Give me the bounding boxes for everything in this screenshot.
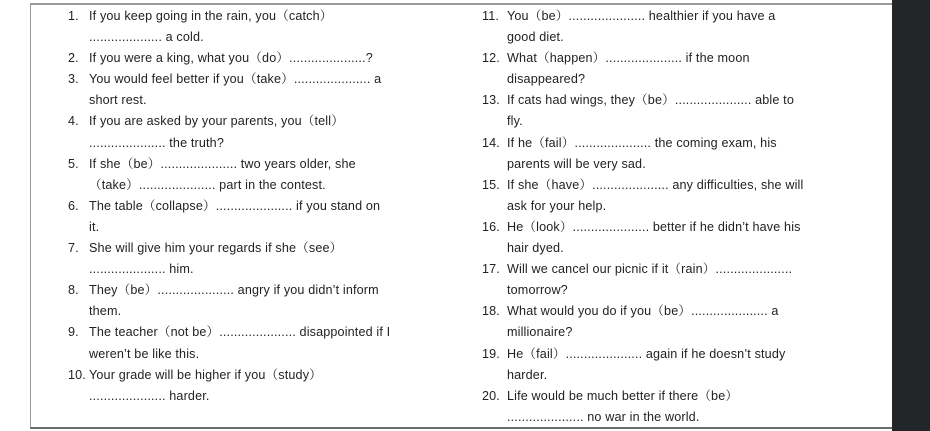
question-16 <box>482 217 886 238</box>
question-number: 12. <box>482 51 500 66</box>
question-number: 6. <box>68 198 79 213</box>
top-rule <box>30 3 892 5</box>
question-number: 3. <box>68 72 79 87</box>
question-continuation: disappeared? <box>507 72 586 87</box>
question-text: If he（fail）..................... the coming exam, his <box>507 135 777 150</box>
question-text: They（be）..................... angry if you didn’t inform <box>89 283 379 298</box>
question-19 <box>482 344 886 365</box>
question-number: 7. <box>68 241 79 256</box>
exercise-sheet <box>30 0 892 431</box>
question-text: She will give him your regards if she（see） <box>89 241 343 256</box>
question-number: 15. <box>482 177 500 192</box>
question-number: 5. <box>68 156 79 171</box>
question-10 <box>68 365 468 386</box>
bottom-rule <box>30 427 892 429</box>
question-14 <box>482 133 886 154</box>
question-number: 19. <box>482 346 500 361</box>
question-8 <box>68 280 468 301</box>
question-text: You would feel better if you（take）..................... a <box>89 72 382 87</box>
left-rule <box>30 3 31 429</box>
question-text: The teacher（not be）..................... disappointed if I <box>89 325 391 340</box>
left-column <box>68 6 468 407</box>
question-number: 2. <box>68 51 79 66</box>
question-3 <box>68 69 468 90</box>
question-text: If you were a king, what you（do）.....................? <box>89 51 373 66</box>
question-7 <box>68 238 468 259</box>
question-20 <box>482 386 886 407</box>
question-continuation: parents will be very sad. <box>507 156 646 171</box>
question-number: 11. <box>482 9 500 23</box>
question-number: 1. <box>68 9 79 23</box>
question-text: What（happen）..................... if the moon <box>507 51 750 66</box>
question-number: 13. <box>482 93 500 108</box>
question-text: If you are asked by your parents, you（tell） <box>89 114 344 129</box>
question-continuation: fly. <box>507 114 523 129</box>
question-12 <box>482 48 886 69</box>
question-number: 9. <box>68 325 79 340</box>
question-text: He（look）..................... better if he didn’t have his <box>507 219 801 234</box>
question-5 <box>68 154 468 175</box>
question-continuation: （take）..................... part in the contest. <box>89 177 326 192</box>
question-continuation: it. <box>89 219 100 234</box>
question-15 <box>482 175 886 196</box>
question-text: He（fail）..................... again if he doesn’t study <box>507 346 786 361</box>
question-continuation: millionaire? <box>507 325 573 340</box>
question-text: Will we cancel our picnic if it（rain）..................... <box>507 262 793 277</box>
question-6 <box>68 196 468 217</box>
question-number: 14. <box>482 135 500 150</box>
question-4 <box>68 111 468 132</box>
question-13 <box>482 90 886 111</box>
question-number: 18. <box>482 304 500 319</box>
question-2 <box>68 48 468 69</box>
question-text: Life would be much better if there（be） <box>507 388 739 403</box>
question-11 <box>482 6 886 27</box>
question-continuation: ..................... the truth? <box>89 135 224 150</box>
question-text: Your grade will be higher if you（study） <box>89 367 322 382</box>
question-continuation: tomorrow? <box>507 283 568 298</box>
question-text: If you keep going in the rain, you（catch） <box>89 9 333 23</box>
question-continuation: ..................... him. <box>89 262 194 277</box>
question-continuation: hair dyed. <box>507 241 564 256</box>
question-number: 10. <box>68 367 86 382</box>
question-continuation: ask for your help. <box>507 198 607 213</box>
question-continuation: weren’t be like this. <box>89 346 200 361</box>
question-number: 20. <box>482 388 500 403</box>
question-1 <box>68 6 468 27</box>
question-continuation: .................... a cold. <box>89 30 204 45</box>
question-9 <box>68 322 468 343</box>
question-text: What would you do if you（be）..................... a <box>507 304 779 319</box>
question-continuation: ..................... no war in the world. <box>507 409 700 424</box>
question-text: If cats had wings, they（be）..................... able to <box>507 93 794 108</box>
question-18 <box>482 301 886 322</box>
question-continuation: harder. <box>507 367 548 382</box>
question-text: If she（be）..................... two years older, she <box>89 156 356 171</box>
question-continuation: them. <box>89 304 122 319</box>
question-17 <box>482 259 886 280</box>
question-number: 17. <box>482 262 500 277</box>
dark-screen-edge <box>892 0 930 431</box>
question-number: 4. <box>68 114 79 129</box>
question-continuation: good diet. <box>507 30 564 45</box>
question-continuation: short rest. <box>89 93 147 108</box>
question-text: If she（have）..................... any difficulties, she will <box>507 177 804 192</box>
question-number: 16. <box>482 219 500 234</box>
question-text: You（be）..................... healthier if you have a <box>507 9 776 23</box>
question-text: The table（collapse）..................... if you stand on <box>89 198 381 213</box>
question-continuation: ..................... harder. <box>89 388 210 403</box>
right-column <box>482 6 886 428</box>
question-number: 8. <box>68 283 79 298</box>
